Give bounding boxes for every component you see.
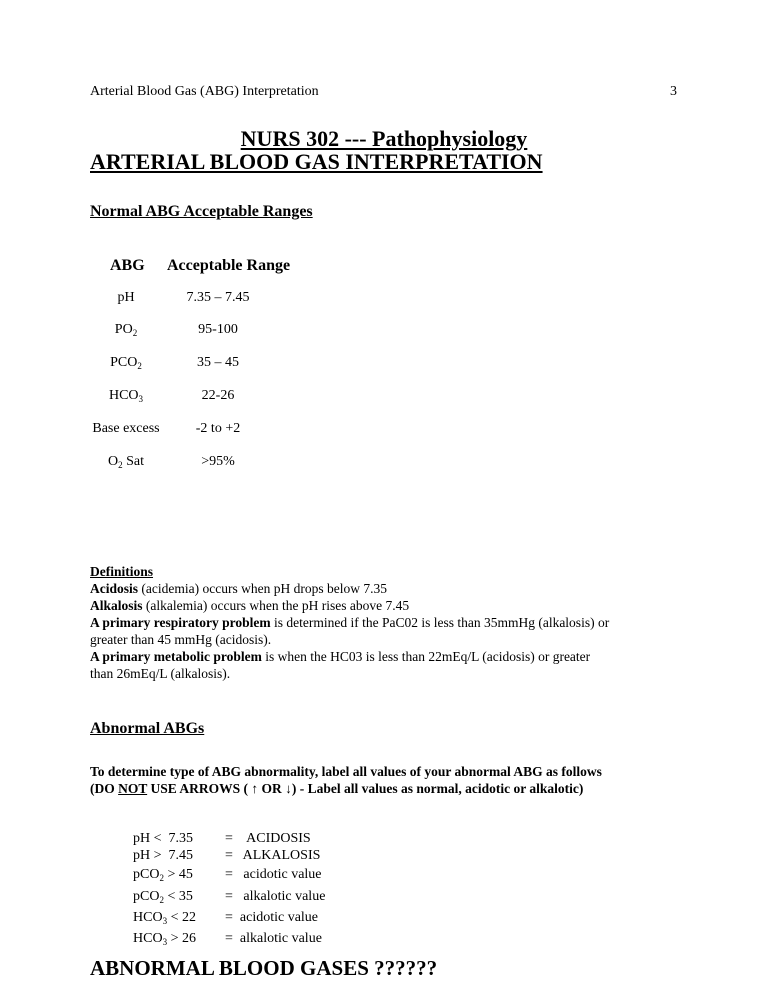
- abg-rule: $HCO_3 < 22$ = acidotic value: [133, 910, 319, 926]
- definition-item: A primary metabolic problem is when the HC03 is less than 22mEq/L (acidosis) or greater: [90, 649, 591, 664]
- range-cell: 35 – 45: [197, 355, 239, 370]
- abnormal-blood-gases-heading: ABNORMAL BLOOD GASES ??????: [90, 956, 438, 980]
- instruction-line-1: To determine type of ABG abnormality, label all values of your abnormal ABG as follows: [90, 764, 602, 779]
- instruction-text: (DO: [90, 781, 119, 796]
- course-title: NURS 302 --- Pathophysiology: [240, 126, 528, 151]
- instruction-text: USE ARROWS ( ↑ OR ↓) - Label all values as normal, acidotic or alkalotic): [147, 781, 584, 796]
- abnormal-heading: Abnormal ABGs: [90, 720, 205, 737]
- definition-item: Acidosis (acidemia) occurs when pH drops below 7.35: [90, 581, 387, 596]
- definition-continuation: than 26mEq/L (alkalosis).: [90, 666, 231, 681]
- column-header-range: Acceptable Range: [167, 257, 291, 274]
- abg-cell: $HCO_3$: [108, 388, 144, 404]
- definition-continuation: greater than 45 mmHg (acidosis).: [90, 632, 272, 647]
- instruction-line-2: [90, 781, 583, 797]
- abg-rule: pCO$_2$ > 45 = acidotic value: [133, 867, 322, 883]
- abg-rule: pH < 7.35 = ACIDOSIS: [133, 831, 311, 846]
- range-cell: >95%: [201, 454, 235, 469]
- normal-ranges-heading: Normal ABG Acceptable Ranges: [90, 203, 313, 220]
- column-header-abg: ABG: [110, 257, 145, 274]
- abg-cell: Base excess: [92, 421, 160, 436]
- abg-cell: $PCO_2$: [110, 355, 142, 371]
- document-title: ARTERIAL BLOOD GAS INTERPRETATION: [90, 149, 543, 174]
- abg-rule: $HCO_3 > 26$ = alkalotic value: [133, 931, 322, 947]
- definition-item: A primary respiratory problem is determined if the PaC02 is less than 35mmHg (alkalosis) or: [90, 615, 610, 630]
- range-cell: 7.35 – 7.45: [186, 290, 250, 305]
- abg-cell: pH: [117, 290, 135, 305]
- definition-item: Alkalosis (alkalemia) occurs when the pH rises above 7.45: [90, 598, 410, 613]
- abg-cell: $O_2$ Sat: [107, 454, 144, 470]
- range-cell: 22-26: [201, 388, 235, 403]
- range-cell: -2 to +2: [195, 421, 241, 436]
- abg-rule: pH > 7.45 = ALKALOSIS: [133, 848, 321, 863]
- abg-rule: pCO$_2$ < 35 = alkalotic value: [133, 889, 326, 905]
- page-number: 3: [670, 84, 677, 99]
- running-header: Arterial Blood Gas (ABG) Interpretation: [90, 84, 319, 99]
- instruction-not: NOT: [118, 781, 148, 796]
- abg-cell: $PO_2$: [114, 322, 138, 338]
- range-cell: 95-100: [198, 322, 238, 337]
- definitions-heading: Definitions: [90, 564, 154, 579]
